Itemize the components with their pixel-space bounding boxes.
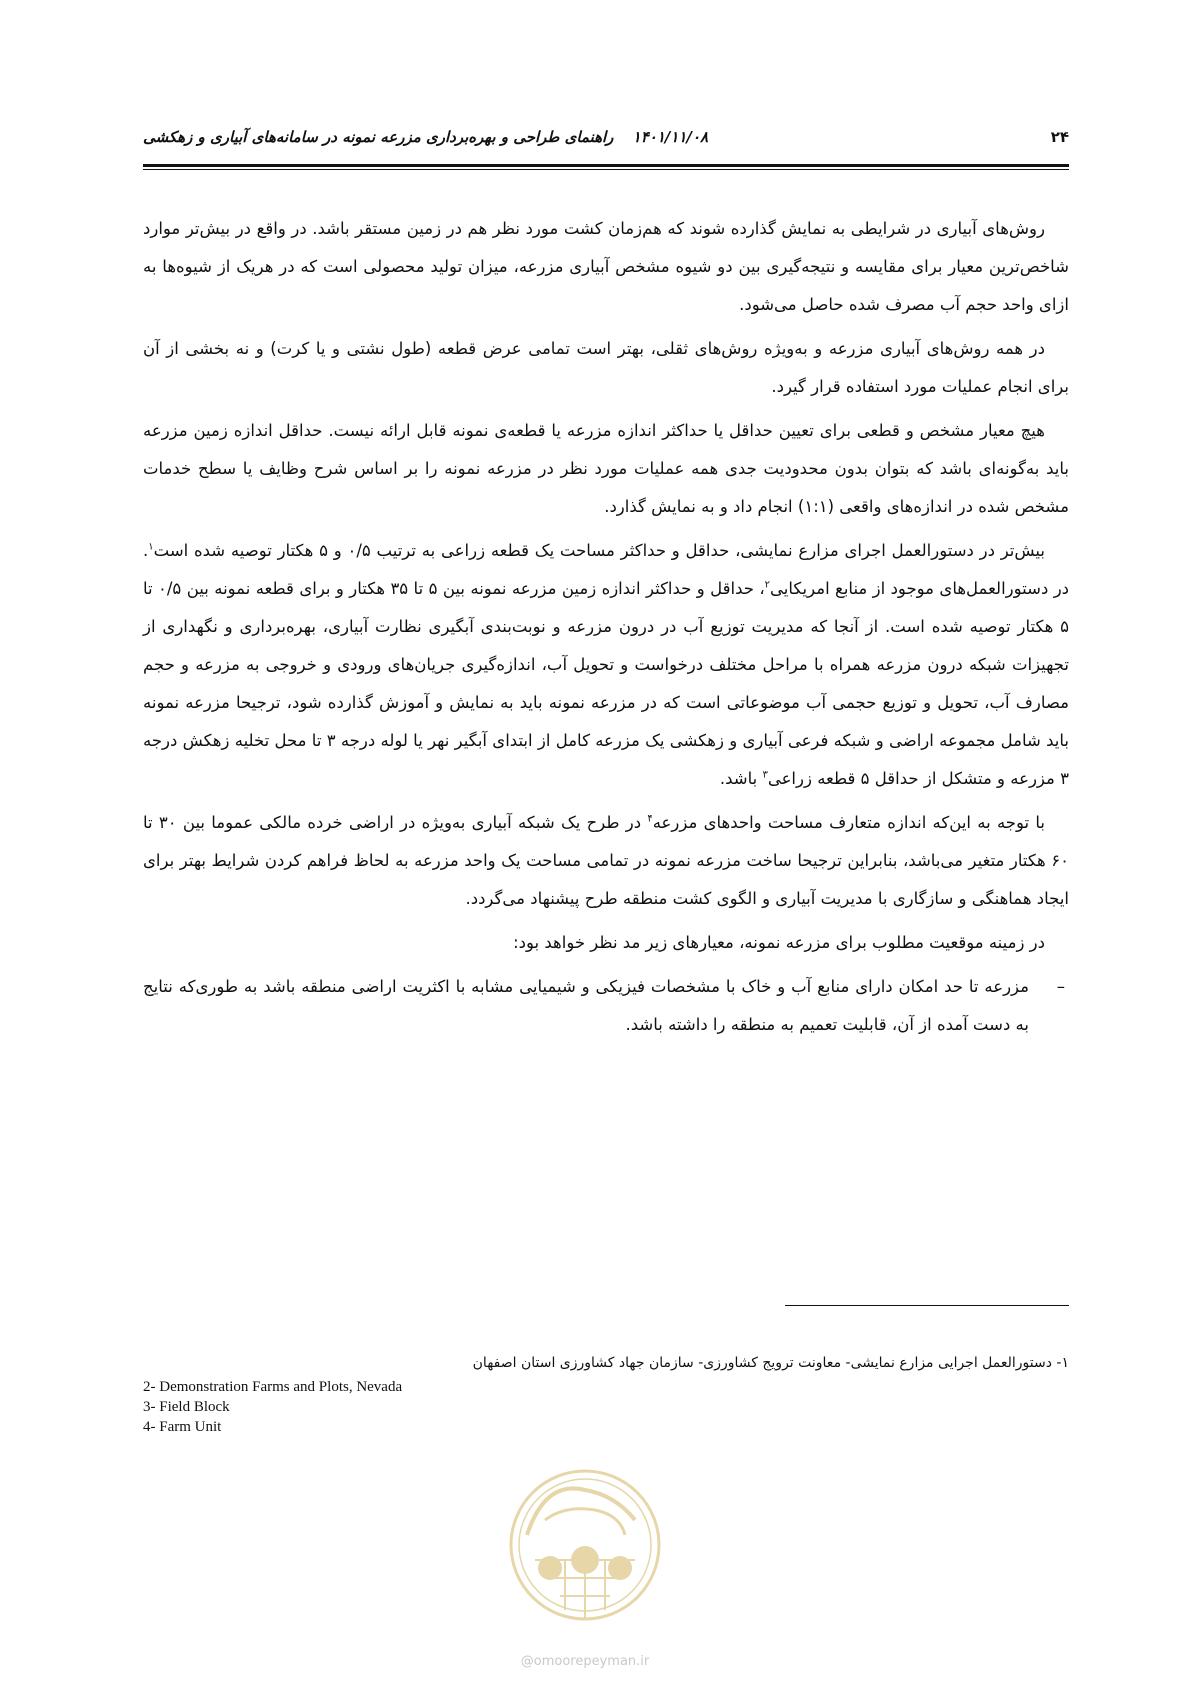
header-rule-thick <box>143 164 1069 167</box>
paragraph: هیچ معیار مشخص و قطعی برای تعیین حداقل یا حداکثر اندازه مزرعه یا قطعه‌ی نمونه قابل ارائه نیست. حداقل اندازه زمین مزرعه باید به‌گونه‌ای باشد که بتوان بدون محدودیت جدی همه عملیات مورد نظر در مزرعه نمونه را بر اساس شرح وظایف یا سطح خدمات مشخص شده در اندازه‌های واقعی (۱:۱) انجام داد و به نمایش گذارد. <box>143 421 1069 516</box>
watermark-seal-logo <box>505 1460 665 1645</box>
header-date: ۱۴۰۱/۱۱/۰۸ <box>632 128 709 146</box>
bullet-text: مزرعه تا حد امکان دارای منابع آب و خاک با مشخصات فیزیکی و شیمیایی مشابه با اکثریت اراضی منطقه باشد به طوری‌که نتایج به دست آمده از آن، قابلیت تعمیم به منطقه را داشته باشد. <box>143 977 1029 1034</box>
footnote-4: 4- Farm Unit <box>143 1419 222 1435</box>
footnote-separator <box>785 1305 1069 1306</box>
watermark-url: @omoorepeyman.ir <box>520 1654 650 1669</box>
paragraph: روش‌های آبیاری در شرایطی به نمایش گذارده شوند که هم‌زمان کشت مورد نظر هم در زمین مستقر باشد. در واقع در بیش‌تر موارد شاخص‌ترین معیار برای مقایسه و نتیجه‌گیری بین دو شیوه مشخص آبیاری مزرعه، میزان تولید محصولی است که در هریک از شیوه‌ها به ازای واحد حجم آب مصرف شده حاصل می‌شود. <box>143 219 1069 314</box>
footnote-1: ۱- دستورالعمل اجرایی مزارع نمایشی- معاونت ترویج کشاورزی- سازمان جهاد کشاورزی استان اصفهان <box>472 1355 1069 1371</box>
footnote-ref: ۳ <box>762 769 768 781</box>
header-title: راهنمای طراحی و بهره‌برداری مزرعه نمونه در سامانه‌های آبیاری و زهکشی <box>143 128 614 146</box>
paragraph <box>143 804 1069 918</box>
footnotes <box>143 1355 1069 1437</box>
header-rule-thin <box>143 169 1069 170</box>
paragraph <box>143 532 1069 798</box>
paragraph: در زمینه موقعیت مطلوب برای مزرعه نمونه، معیارهای زیر مد نظر خواهد بود: <box>513 933 1045 952</box>
footnote-ref: ۱ <box>148 541 154 553</box>
footnote-3: 3- Field Block <box>143 1399 230 1415</box>
paragraph-text: بیش‌تر در دستورالعمل اجرای مزارع نمایشی، حداقل و حداکثر مساحت یک قطعه زراعی به ترتیب ۰/۵ و ۵ هکتار توصیه شده است <box>153 541 1045 560</box>
page-number: ۲۴ <box>1050 128 1069 146</box>
paragraph-text: با توجه به این‌که اندازه متعارف مساحت واحدهای مزرعه <box>652 813 1045 832</box>
footnote-2: 2- Demonstration Farms and Plots, Nevada <box>143 1379 403 1395</box>
paragraph-text: ، حداقل و حداکثر اندازه زمین مزرعه نمونه بین ۵ تا ۳۵ هکتار و برای قطعه نمونه بین ۰/۵ تا ۵ هکتار توصیه شده است. از آنجا که مدیریت توزیع آب در درون مزرعه و نوبت‌بندی آبگیری نظارت آبیاری، بهره‌برداری و نگهداری از تجهیزات شبکه درون مزرعه همراه با مراحل مختلف درخواست و تحویل آب، اندازه‌گیری جریان‌های ورودی و خروجی به مزرعه و حجم مصارف آب، تحویل و توزیع حجمی آب موضوعاتی است که در مزرعه نمونه باید به نمایش و آموزش گذارده شود، ترجیحا مزرعه نمونه باید شامل مجموعه اراضی و شبکه فرعی آبیاری و زهکشی یک مزرعه کامل از ابتدای آبگیر نهر یا لوله درجه ۳ تا محل تخلیه زهکش درجه ۳ مزرعه و متشکل از حداقل ۵ قطعه زراعی <box>143 579 1069 788</box>
paragraph: در همه روش‌های آبیاری مزرعه و به‌ویژه روش‌های ثقلی، بهتر است تمامی عرض قطعه (طول نشتی و یا کرت) و نه بخشی از آن برای انجام عملیات مورد استفاده قرار گیرد. <box>143 339 1069 396</box>
footnote-ref: ۴ <box>647 813 653 825</box>
running-title <box>143 128 708 146</box>
footnote-ref: ۲ <box>764 579 771 591</box>
bullet-item <box>143 968 1069 1044</box>
bullet-dash: – <box>1056 977 1065 996</box>
paragraph-text: در طرح یک شبکه آبیاری به‌ویژه در اراضی خرده مالکی عموما بین ۳۰ تا ۶۰ هکتار متغیر می‌باشد، بنابراین ترجیحا ساخت مزرعه نمونه در تمامی مساحت یک واحد مزرعه به لحاظ فراهم کردن شرایط بهتر برای ایجاد هماهنگی و سازگاری با مدیریت آبیاری و الگوی کشت منطقه طرح پیشنهاد می‌گردد. <box>143 813 1069 908</box>
page-header <box>143 128 1069 154</box>
body-text <box>143 210 1069 1050</box>
paragraph-text: . در دستورالعمل‌های موجود از منابع امریکایی <box>143 541 1070 598</box>
paragraph-text: باشد. <box>719 769 763 788</box>
